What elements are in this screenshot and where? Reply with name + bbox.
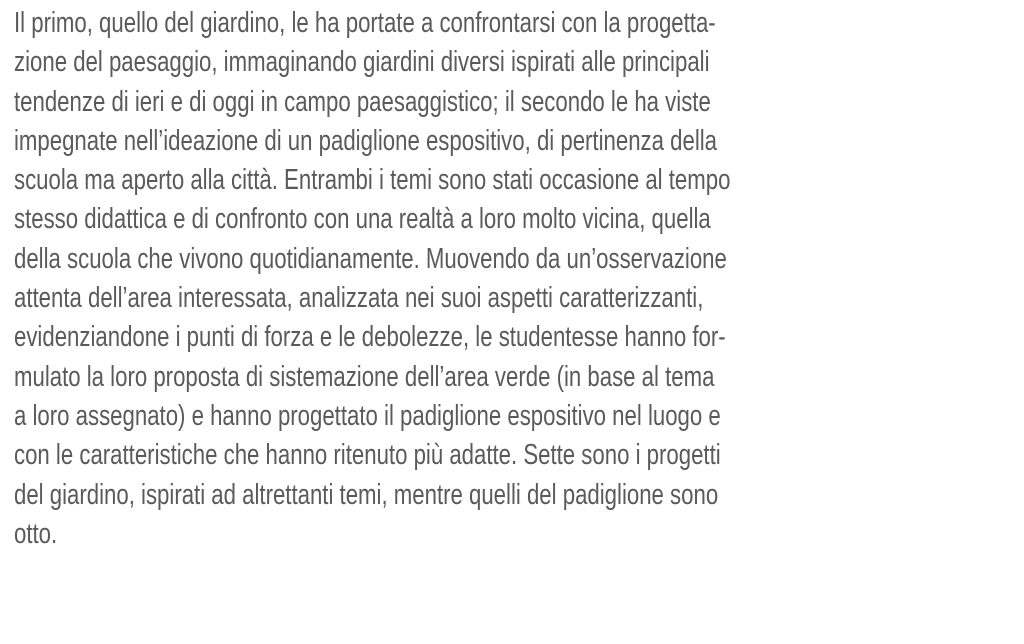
text-line: tendenze di ieri e di oggi in campo paesaggistico; il secondo le ha viste (14, 85, 711, 118)
text-line: con le caratteristiche che hanno ritenuto più adatte. Sette sono i progetti (14, 439, 721, 472)
text-line: della scuola che vivono quotidianamente. Muovendo da un’osservazione (14, 242, 727, 275)
text-line: a loro assegnato) e hanno progettato il padiglione espositivo nel luogo e (14, 399, 721, 432)
text-line: Il primo, quello del giardino, le ha portate a confrontarsi con la progetta- (14, 7, 716, 39)
text-line: del giardino, ispirati ad altrettanti temi, mentre quelli del padiglione sono (14, 478, 719, 511)
text-line: zione del paesaggio, immaginando giardini diversi ispirati alle principali (14, 46, 710, 79)
text-line: mulato la loro proposta di sistemazione dell’area verde (in base al tema (14, 360, 715, 393)
text-paragraph (14, 4, 1014, 640)
text-line: otto. (14, 517, 58, 550)
text-line: scuola ma aperto alla città. Entrambi i temi sono stati occasione al tempo (14, 164, 731, 197)
text-line: attenta dell’area interessata, analizzata nei suoi aspetti caratterizzanti, (14, 282, 704, 315)
text-line: stesso didattica e di confronto con una realtà a loro molto vicina, quella (14, 203, 711, 236)
text-line: evidenziandone i punti di forza e le debolezze, le studentesse hanno for- (14, 321, 726, 354)
text-line: impegnate nell’ideazione di un padiglione espositivo, di pertinenza della (14, 124, 718, 157)
